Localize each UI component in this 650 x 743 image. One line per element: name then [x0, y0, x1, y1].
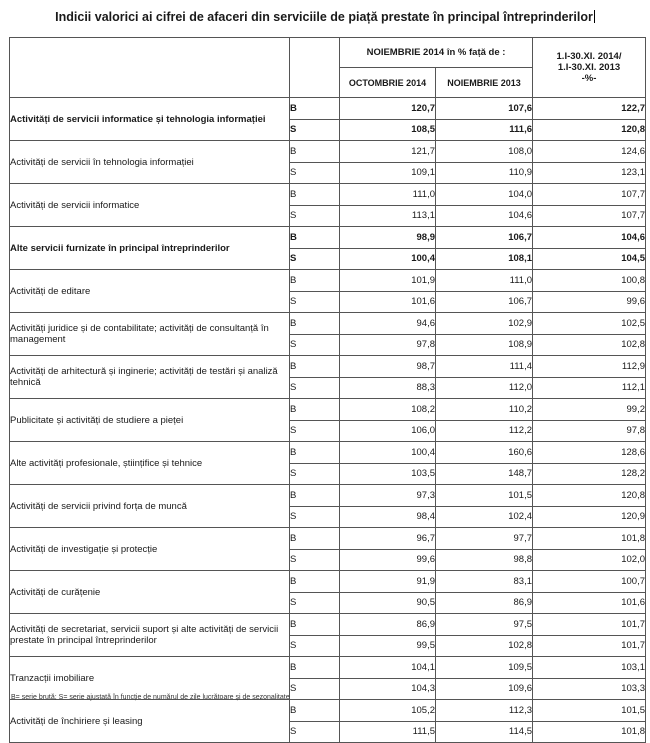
value-november-2013: 111,6 — [436, 119, 533, 141]
value-november-2013: 86,9 — [436, 592, 533, 614]
value-cumulative: 100,7 — [533, 571, 646, 593]
value-cumulative: 101,7 — [533, 614, 646, 636]
value-cumulative: 107,7 — [533, 184, 646, 206]
series-type: S — [290, 592, 340, 614]
value-november-2013: 109,5 — [436, 657, 533, 679]
header-cumulative-line1: 1.I-30.XI. 2014/ — [556, 51, 622, 62]
series-type: S — [290, 549, 340, 571]
value-cumulative: 104,6 — [533, 227, 646, 249]
value-cumulative: 123,1 — [533, 162, 646, 184]
activity-name: Activități de investigație și protecție — [10, 528, 290, 571]
value-cumulative: 112,9 — [533, 356, 646, 378]
value-cumulative: 120,9 — [533, 506, 646, 528]
header-october-2014: OCTOMBRIE 2014 — [340, 68, 436, 98]
value-october-2014: 105,2 — [340, 700, 436, 722]
value-november-2013: 110,2 — [436, 399, 533, 421]
footnote: B= serie brută; S= serie ajustată în funcție de numărul de zile lucrătoare și de sezonalitate — [11, 694, 290, 701]
series-type: B — [290, 571, 340, 593]
series-type: B — [290, 399, 340, 421]
activity-name: Activități de închiriere și leasing — [10, 700, 290, 743]
activity-name: Alte activități profesionale, științifice și tehnice — [10, 442, 290, 485]
value-october-2014: 108,2 — [340, 399, 436, 421]
value-cumulative: 122,7 — [533, 98, 646, 120]
value-cumulative: 100,8 — [533, 270, 646, 292]
value-cumulative: 120,8 — [533, 485, 646, 507]
value-november-2013: 97,5 — [436, 614, 533, 636]
table-row — [10, 399, 646, 421]
value-october-2014: 113,1 — [340, 205, 436, 227]
value-october-2014: 100,4 — [340, 442, 436, 464]
value-november-2013: 102,4 — [436, 506, 533, 528]
value-october-2014: 96,7 — [340, 528, 436, 550]
series-type: S — [290, 377, 340, 399]
value-november-2013: 104,6 — [436, 205, 533, 227]
value-cumulative: 101,8 — [533, 528, 646, 550]
activity-name: Activități juridice și de contabilitate; activități de consultanță în management — [10, 313, 290, 356]
value-november-2013: 106,7 — [436, 291, 533, 313]
header-cumulative-line2: 1.I-30.XI. 2013 — [557, 62, 621, 73]
series-type: S — [290, 463, 340, 485]
series-type: S — [290, 420, 340, 442]
series-type: S — [290, 248, 340, 270]
series-type: B — [290, 227, 340, 249]
table-row — [10, 98, 646, 120]
table-row — [10, 571, 646, 593]
value-cumulative: 103,1 — [533, 657, 646, 679]
table-row — [10, 614, 646, 636]
series-type: S — [290, 678, 340, 700]
value-october-2014: 121,7 — [340, 141, 436, 163]
value-cumulative: 101,5 — [533, 700, 646, 722]
value-october-2014: 104,1 — [340, 657, 436, 679]
activity-name: Publicitate și activități de studiere a pieței — [10, 399, 290, 442]
series-type: S — [290, 334, 340, 356]
table-row — [10, 442, 646, 464]
value-october-2014: 111,5 — [340, 721, 436, 743]
value-october-2014: 97,8 — [340, 334, 436, 356]
table-row — [10, 227, 646, 249]
table-body — [10, 98, 646, 743]
value-october-2014: 101,9 — [340, 270, 436, 292]
value-november-2013: 110,9 — [436, 162, 533, 184]
value-october-2014: 97,3 — [340, 485, 436, 507]
value-cumulative: 128,2 — [533, 463, 646, 485]
value-cumulative: 112,1 — [533, 377, 646, 399]
value-cumulative: 124,6 — [533, 141, 646, 163]
text-cursor — [594, 10, 595, 23]
value-november-2013: 111,4 — [436, 356, 533, 378]
table-row — [10, 528, 646, 550]
value-cumulative: 99,2 — [533, 399, 646, 421]
series-type: S — [290, 506, 340, 528]
value-november-2013: 102,8 — [436, 635, 533, 657]
series-type: S — [290, 205, 340, 227]
value-november-2013: 109,6 — [436, 678, 533, 700]
activity-name: Activități de servicii privind forța de muncă — [10, 485, 290, 528]
series-type: B — [290, 98, 340, 120]
document-title-text: Indicii valorici ai cifrei de afaceri din serviciile de piață prestate în principal întreprinderilor — [55, 10, 593, 24]
value-cumulative: 102,5 — [533, 313, 646, 335]
value-november-2013: 108,1 — [436, 248, 533, 270]
value-october-2014: 111,0 — [340, 184, 436, 206]
value-cumulative: 97,8 — [533, 420, 646, 442]
header-empty-name — [10, 38, 290, 98]
activity-name: Activități de editare — [10, 270, 290, 313]
value-november-2013: 108,0 — [436, 141, 533, 163]
value-october-2014: 98,7 — [340, 356, 436, 378]
value-october-2014: 98,9 — [340, 227, 436, 249]
series-type: S — [290, 291, 340, 313]
table-row — [10, 356, 646, 378]
series-type: B — [290, 270, 340, 292]
header-cumulative-line3: -%- — [581, 73, 597, 84]
table-row — [10, 141, 646, 163]
activity-name: Tranzacții imobiliare — [10, 657, 290, 700]
value-october-2014: 106,0 — [340, 420, 436, 442]
value-november-2013: 111,0 — [436, 270, 533, 292]
value-october-2014: 88,3 — [340, 377, 436, 399]
series-type: B — [290, 313, 340, 335]
value-october-2014: 99,5 — [340, 635, 436, 657]
series-type: B — [290, 528, 340, 550]
document-title — [0, 10, 650, 24]
header-november-2013: NOIEMBRIE 2013 — [436, 68, 533, 98]
table-row — [10, 270, 646, 292]
value-october-2014: 103,5 — [340, 463, 436, 485]
value-october-2014: 90,5 — [340, 592, 436, 614]
value-november-2013: 112,2 — [436, 420, 533, 442]
series-type: B — [290, 614, 340, 636]
value-november-2013: 107,6 — [436, 98, 533, 120]
value-november-2013: 148,7 — [436, 463, 533, 485]
series-type: B — [290, 184, 340, 206]
value-cumulative: 104,5 — [533, 248, 646, 270]
value-october-2014: 98,4 — [340, 506, 436, 528]
series-type: B — [290, 485, 340, 507]
value-cumulative: 101,8 — [533, 721, 646, 743]
table-row — [10, 700, 646, 722]
value-cumulative: 128,6 — [533, 442, 646, 464]
activity-name: Activități de arhitectură și inginerie; activități de testări și analiză tehnică — [10, 356, 290, 399]
activity-name: Activități de servicii informatice și tehnologia informației — [10, 98, 290, 141]
header-group-label: NOIEMBRIE 2014 în % față de : — [340, 38, 533, 68]
activity-name: Activități de secretariat, servicii suport și alte activități de servicii prestate în principal întreprinderilor — [10, 614, 290, 657]
value-october-2014: 104,3 — [340, 678, 436, 700]
value-november-2013: 98,8 — [436, 549, 533, 571]
table-row — [10, 657, 646, 679]
value-cumulative: 101,7 — [533, 635, 646, 657]
series-type: S — [290, 119, 340, 141]
value-october-2014: 109,1 — [340, 162, 436, 184]
activity-name: Activități de servicii informatice — [10, 184, 290, 227]
table-row — [10, 313, 646, 335]
activity-name: Activități de servicii în tehnologia informației — [10, 141, 290, 184]
value-october-2014: 101,6 — [340, 291, 436, 313]
table-row — [10, 184, 646, 206]
value-october-2014: 91,9 — [340, 571, 436, 593]
table-header-row — [10, 38, 646, 68]
value-cumulative: 99,6 — [533, 291, 646, 313]
series-type: S — [290, 635, 340, 657]
header-cumulative — [533, 38, 646, 98]
series-type: B — [290, 356, 340, 378]
series-type: B — [290, 657, 340, 679]
value-november-2013: 102,9 — [436, 313, 533, 335]
value-cumulative: 107,7 — [533, 205, 646, 227]
value-november-2013: 114,5 — [436, 721, 533, 743]
value-cumulative: 120,8 — [533, 119, 646, 141]
activity-name: Alte servicii furnizate în principal întreprinderilor — [10, 227, 290, 270]
value-cumulative: 102,0 — [533, 549, 646, 571]
value-november-2013: 106,7 — [436, 227, 533, 249]
table-row — [10, 485, 646, 507]
indices-table — [9, 37, 646, 743]
value-november-2013: 83,1 — [436, 571, 533, 593]
series-type: B — [290, 442, 340, 464]
value-october-2014: 86,9 — [340, 614, 436, 636]
series-type: S — [290, 721, 340, 743]
value-november-2013: 108,9 — [436, 334, 533, 356]
series-type: B — [290, 700, 340, 722]
value-october-2014: 100,4 — [340, 248, 436, 270]
activity-name: Activități de curățenie — [10, 571, 290, 614]
series-type: B — [290, 141, 340, 163]
value-november-2013: 97,7 — [436, 528, 533, 550]
value-october-2014: 94,6 — [340, 313, 436, 335]
value-cumulative: 103,3 — [533, 678, 646, 700]
header-empty-type — [290, 38, 340, 98]
value-november-2013: 104,0 — [436, 184, 533, 206]
value-november-2013: 112,3 — [436, 700, 533, 722]
value-cumulative: 101,6 — [533, 592, 646, 614]
value-november-2013: 101,5 — [436, 485, 533, 507]
value-november-2013: 112,0 — [436, 377, 533, 399]
value-november-2013: 160,6 — [436, 442, 533, 464]
value-october-2014: 120,7 — [340, 98, 436, 120]
series-type: S — [290, 162, 340, 184]
value-october-2014: 99,6 — [340, 549, 436, 571]
value-cumulative: 102,8 — [533, 334, 646, 356]
value-october-2014: 108,5 — [340, 119, 436, 141]
